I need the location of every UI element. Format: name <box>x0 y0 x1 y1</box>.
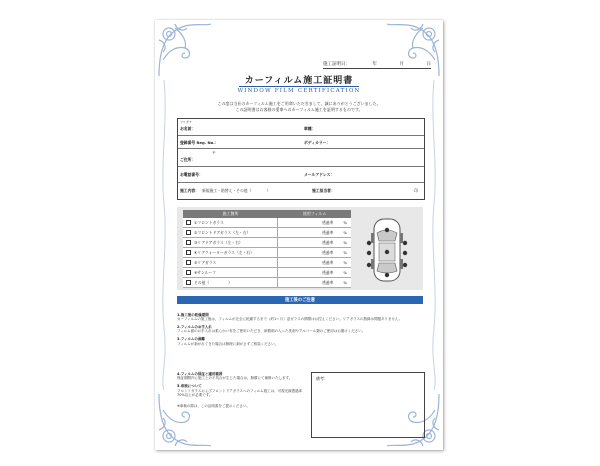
location-checkbox[interactable] <box>186 280 191 285</box>
film-table <box>183 210 351 288</box>
side-ornament-left <box>159 80 169 390</box>
percent-unit: % <box>343 280 347 285</box>
furigana-label: フリガナ <box>180 120 192 124</box>
note-body-3: フィルムが剥がれてきた場合は無理に剥がさずご相談ください。 <box>177 341 279 346</box>
film-location-label: ②フロントドアガラス（左・右） <box>194 229 251 235</box>
notes-header: 施工後のご注意 <box>177 296 423 304</box>
worker-label: 施工担当者： <box>312 188 335 193</box>
footnote: ※車検の際は、この証明書をご提示ください。 <box>177 403 250 408</box>
film-table-row <box>183 248 351 258</box>
intro-text <box>175 101 423 113</box>
film-value-cell <box>278 218 351 227</box>
form-row-address <box>178 148 424 167</box>
body-color-label: ボディカラー： <box>304 140 331 145</box>
film-location-label: ⑤リアガラス <box>194 259 217 265</box>
location-checkbox[interactable] <box>186 250 191 255</box>
note-body-5: フロントガラスおよびフロントドアガラスへのフィルム施工は、可視光線透過率70%以上が必要です。 <box>177 388 303 398</box>
corner-ornament-top-right <box>383 20 443 80</box>
location-checkbox[interactable] <box>186 270 191 275</box>
form-row-work <box>178 182 424 199</box>
transmittance-label: 透過率 <box>322 269 334 275</box>
film-location-cell <box>183 218 278 227</box>
note-heading-1: 1.施工後の乾燥期間 <box>177 312 209 317</box>
email-label: メールアドレス： <box>304 172 335 177</box>
film-location-label: ③リアドアガラス（左・右） <box>194 239 243 245</box>
film-table-header <box>183 210 351 218</box>
percent-unit: % <box>343 240 347 245</box>
transmittance-label: 透過率 <box>322 259 334 265</box>
film-table-row <box>183 238 351 248</box>
form-row-contact <box>178 166 424 183</box>
transmittance-label: 透過率 <box>322 219 334 225</box>
note-body-2: フィルム面のお手入れは柔らかい布をご使用いただき、研磨剤の入った洗剤やアルコール類のご使用はお避けください。 <box>177 329 366 334</box>
film-value-cell <box>278 238 351 247</box>
col-film-header: 使用フィルム <box>302 211 327 216</box>
intro-line-1: この度は当社のカーフィルム施工をご用命いただきまして、誠にありがとうございました。 <box>217 101 381 106</box>
work-type-label: 施工内容： <box>180 188 199 193</box>
film-location-label: ⑥サンルーフ <box>194 269 216 275</box>
month-label: 月 <box>399 62 404 67</box>
location-checkbox[interactable] <box>186 240 191 245</box>
film-value-cell <box>278 268 351 277</box>
film-location-cell <box>183 238 278 247</box>
address-label: ご住所： <box>180 157 196 162</box>
film-location-label: ①フロントガラス <box>194 219 224 225</box>
notes-section-lower <box>177 372 305 408</box>
film-table-row <box>183 258 351 268</box>
film-value-cell <box>278 228 351 237</box>
document-title: カーフィルム施工証明書 <box>244 76 354 86</box>
transmittance-label: 透過率 <box>322 249 334 255</box>
plate-label: 登録番号 Reg. No.： <box>180 140 219 145</box>
film-location-cell <box>183 258 278 267</box>
title-underline <box>239 86 359 87</box>
remarks-box[interactable] <box>311 372 425 438</box>
percent-unit: % <box>343 260 347 265</box>
note-heading-4: 4.フィルムの保証と適用範囲 <box>177 372 223 376</box>
transmittance-label: 透過率 <box>322 279 334 285</box>
film-table-body <box>183 218 351 288</box>
issue-date-line <box>323 61 431 69</box>
car-diagram <box>365 213 409 287</box>
issue-date-label: 施工証明日： <box>323 62 350 67</box>
corner-ornament-top-left <box>155 20 215 80</box>
certificate-sheet <box>155 20 443 450</box>
percent-unit: % <box>343 220 347 225</box>
location-checkbox[interactable] <box>186 260 191 265</box>
col-location-header: 施工箇所 <box>222 211 239 216</box>
film-table-row <box>183 268 351 278</box>
day-label: 日 <box>426 62 431 67</box>
film-section <box>177 207 423 290</box>
form-row-plate <box>178 135 424 149</box>
percent-unit: % <box>343 270 347 275</box>
phone-label: お電話番号： <box>180 172 203 177</box>
side-ornament-right <box>429 80 439 390</box>
location-checkbox[interactable] <box>186 230 191 235</box>
note-heading-3: 3.フィルムの剥離 <box>177 337 205 342</box>
note-body-4: 保証期間内に施工上の不具合が生じた場合は、無償にて補修いたします。 <box>177 376 293 381</box>
film-table-row <box>183 218 351 228</box>
work-options: 新規施工・貼替え・その他（ ） <box>202 188 271 193</box>
transmittance-label: 透過率 <box>322 239 334 245</box>
film-location-cell <box>183 268 278 277</box>
film-location-cell <box>183 248 278 257</box>
year-label: 年 <box>372 62 377 67</box>
percent-unit: % <box>343 230 347 235</box>
film-value-cell <box>278 278 351 287</box>
film-location-cell <box>183 278 278 287</box>
form-row-name <box>178 119 424 136</box>
percent-unit: % <box>343 250 347 255</box>
film-location-label: ④リアクォーターガラス（左・右） <box>194 249 254 255</box>
note-body-1: カーフィルムの施工後は、フィルムが完全に乾燥するまで（約1ヶ月）窓ガラスの開閉はお控えください。リアガラスの熱線は問題ありません。 <box>177 316 403 321</box>
film-value-cell <box>278 258 351 267</box>
film-value-cell <box>278 248 351 257</box>
name-label: お名前： <box>180 126 196 131</box>
notes-section <box>177 309 423 346</box>
film-table-row <box>183 228 351 238</box>
film-location-cell <box>183 228 278 237</box>
seal-mark: 印 <box>414 188 418 193</box>
note-heading-2: 2.フィルムのお手入れ <box>177 324 212 329</box>
film-table-row <box>183 278 351 288</box>
postal-mark: 〒 <box>212 150 216 155</box>
note-heading-5: 5.車検について <box>177 384 202 389</box>
intro-line-2: この証明書はお客様の愛車へのカーフィルム施工を証明するものです。 <box>235 107 363 112</box>
customer-info-form <box>177 118 425 200</box>
vehicle-type-label: 車種： <box>304 126 316 131</box>
transmittance-label: 透過率 <box>322 229 334 235</box>
document-subtitle: WINDOW FILM CERTIFICATION <box>237 88 361 94</box>
remarks-label: 備考： <box>316 376 328 381</box>
film-location-label: その他（ ） <box>194 279 232 285</box>
location-checkbox[interactable] <box>186 220 191 225</box>
